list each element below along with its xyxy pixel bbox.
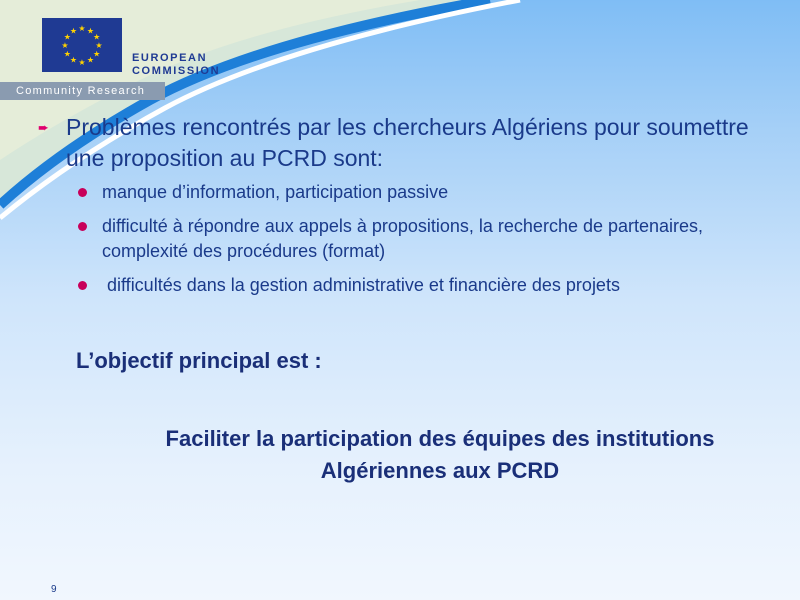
program-label: Community Research [16, 85, 146, 97]
dot-bullet-icon [78, 222, 87, 231]
list-item [78, 214, 738, 264]
list-item [78, 180, 738, 205]
star-icon: ★ [86, 26, 95, 36]
star-icon: ★ [69, 26, 78, 36]
goal-statement [80, 423, 800, 487]
page-number: 9 [51, 584, 57, 595]
main-bullet-text: Problèmes rencontrés par les chercheurs Algériens pour soumettre une proposition au PCRD sont: [66, 114, 749, 171]
star-icon: ★ [93, 32, 101, 42]
logo-line-commission: COMMISSION [132, 65, 221, 77]
star-icon: ★ [95, 41, 103, 50]
goal-line-1: Faciliter la participation des équipes des institutions [165, 426, 715, 451]
star-icon: ★ [86, 55, 95, 65]
arrow-right-icon: ➨ [38, 120, 49, 135]
list-item-text: manque d’information, participation passive [102, 182, 449, 202]
list-item-text: difficulté à répondre aux appels à propositions, la recherche de partenaires, complexité des procédures (format) [102, 216, 704, 261]
main-bullet [38, 112, 758, 174]
logo-line-european: EUROPEAN [132, 52, 208, 64]
goal-line-2: Algériennes aux PCRD [320, 458, 560, 483]
star-icon: ★ [78, 58, 86, 67]
eu-flag-logo [42, 18, 122, 72]
star-icon: ★ [63, 32, 71, 42]
star-icon: ★ [78, 24, 86, 33]
star-icon: ★ [93, 49, 101, 59]
list-item-text: difficultés dans la gestion administrative et financière des projets [102, 275, 620, 295]
objective-heading: L’objectif principal est : [76, 348, 322, 373]
list-item [78, 273, 738, 298]
dot-bullet-icon [78, 188, 87, 197]
commission-wordmark [132, 52, 220, 78]
star-icon: ★ [69, 55, 78, 65]
star-icon: ★ [63, 49, 71, 59]
star-icon: ★ [61, 41, 69, 50]
sub-bullet-list [78, 180, 738, 307]
dot-bullet-icon [78, 281, 87, 290]
